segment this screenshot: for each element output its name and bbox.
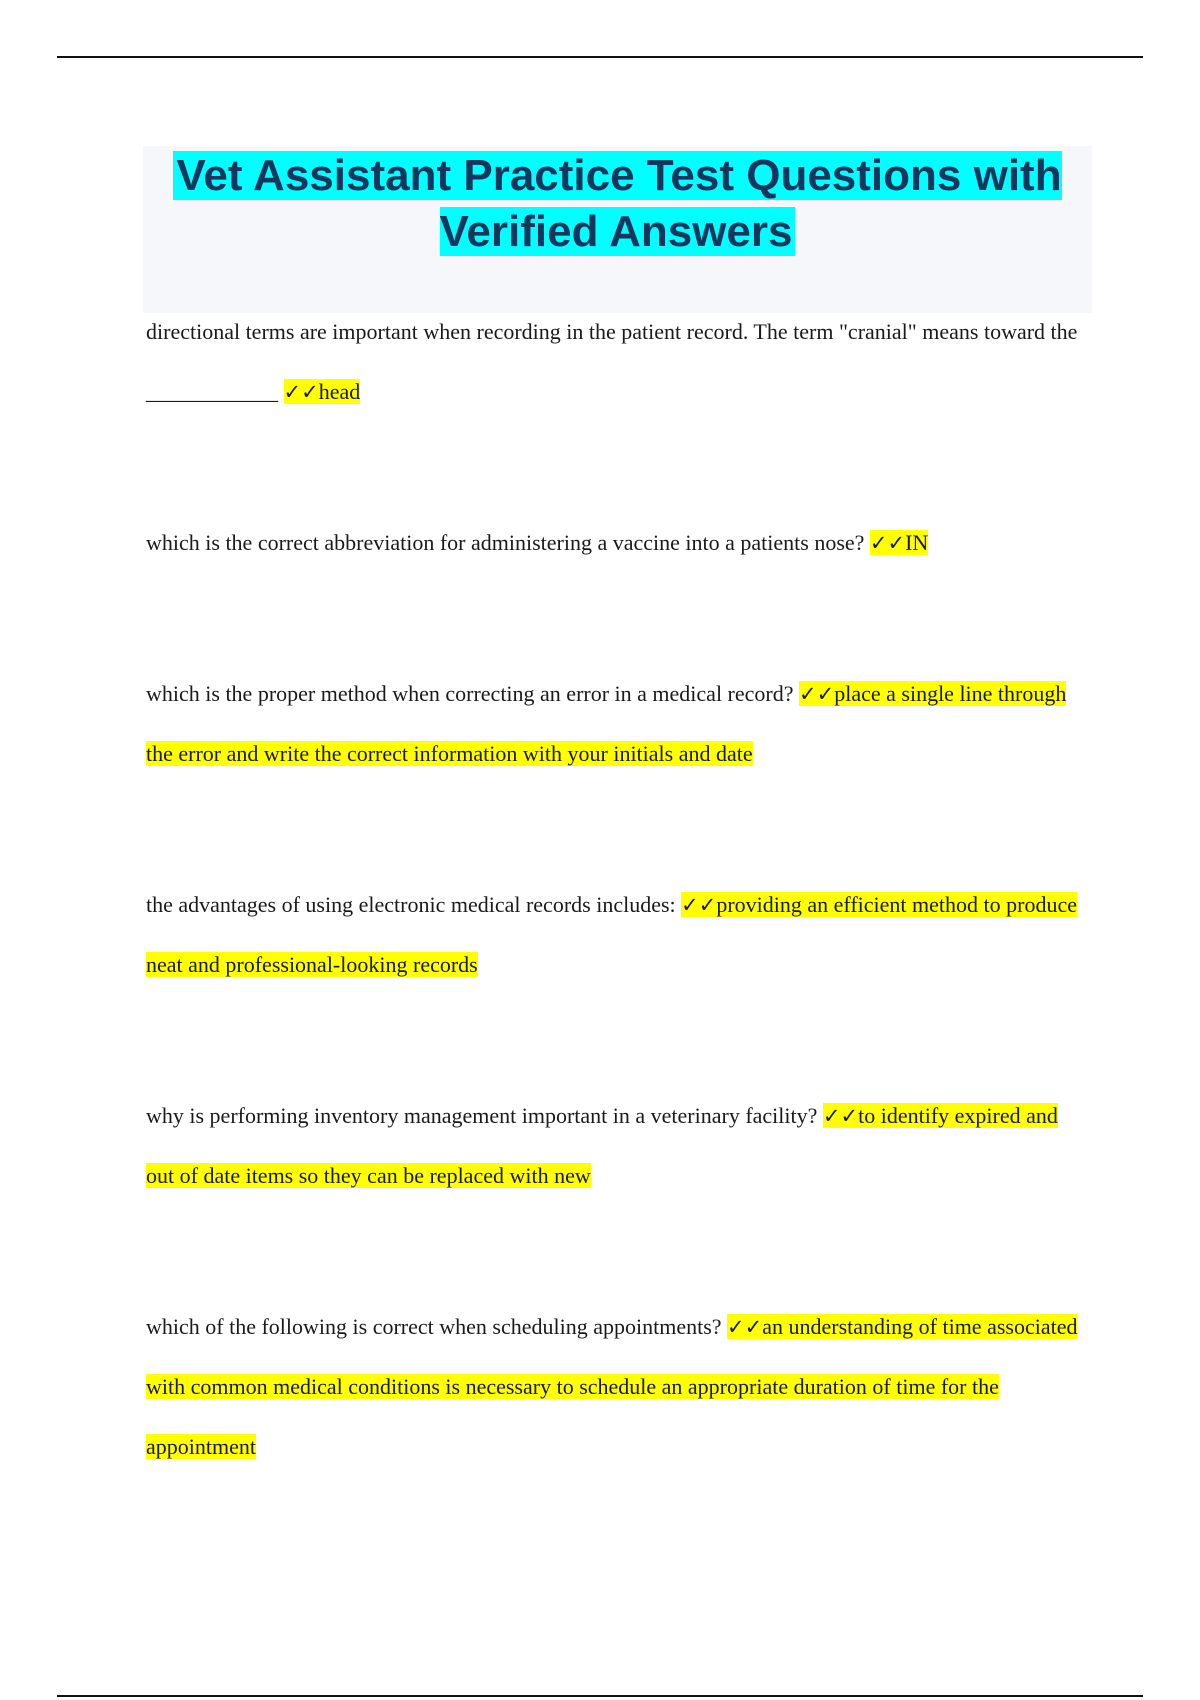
checkmark-icon: ✓✓ — [283, 380, 319, 404]
qa-item — [146, 664, 1091, 784]
checkmark-icon: ✓✓ — [822, 1104, 859, 1128]
title-highlight: Vet Assistant Practice Test Questions with Verified Answers — [173, 151, 1061, 256]
qa-item — [146, 1086, 1091, 1206]
answer-text: IN — [905, 530, 929, 555]
answer-text: place a single line through the error and write the correct information with your initials and date — [146, 681, 1067, 766]
answer-highlight — [870, 530, 928, 555]
title-block — [143, 146, 1092, 313]
answer-text: an understanding of time associated with common medical conditions is necessary to schedule an appropriate duration of time for the appointment — [146, 1314, 1078, 1459]
qa-item — [146, 302, 1091, 422]
qa-item — [146, 513, 1091, 573]
qa-list — [146, 302, 1091, 1477]
question-text: directional terms are important when recording in the patient record. The term "cranial" means toward the ____________ — [146, 319, 1078, 404]
question-text: which of the following is correct when scheduling appointments? — [146, 1314, 722, 1339]
question-text: why is performing inventory management important in a veterinary facility? — [146, 1103, 818, 1128]
document-title — [143, 148, 1092, 260]
checkmark-icon: ✓✓ — [869, 531, 906, 555]
top-rule — [57, 56, 1143, 58]
bottom-rule — [57, 1695, 1143, 1697]
answer-text: head — [318, 379, 361, 404]
qa-item — [146, 875, 1091, 995]
answer-text: providing an efficient method to produce neat and professional-looking records — [146, 892, 1078, 977]
qa-item — [146, 1297, 1091, 1477]
question-text: the advantages of using electronic medical records includes: — [146, 892, 676, 917]
checkmark-icon: ✓✓ — [799, 682, 835, 706]
question-text: which is the proper method when correcting an error in a medical record? — [146, 681, 794, 706]
checkmark-icon: ✓✓ — [727, 1315, 763, 1339]
answer-highlight — [284, 379, 361, 404]
checkmark-icon: ✓✓ — [681, 893, 717, 917]
question-text: which is the correct abbreviation for administering a vaccine into a patients nose? — [146, 530, 865, 555]
answer-text: to identify expired and out of date items so they can be replaced with new — [146, 1103, 1058, 1188]
